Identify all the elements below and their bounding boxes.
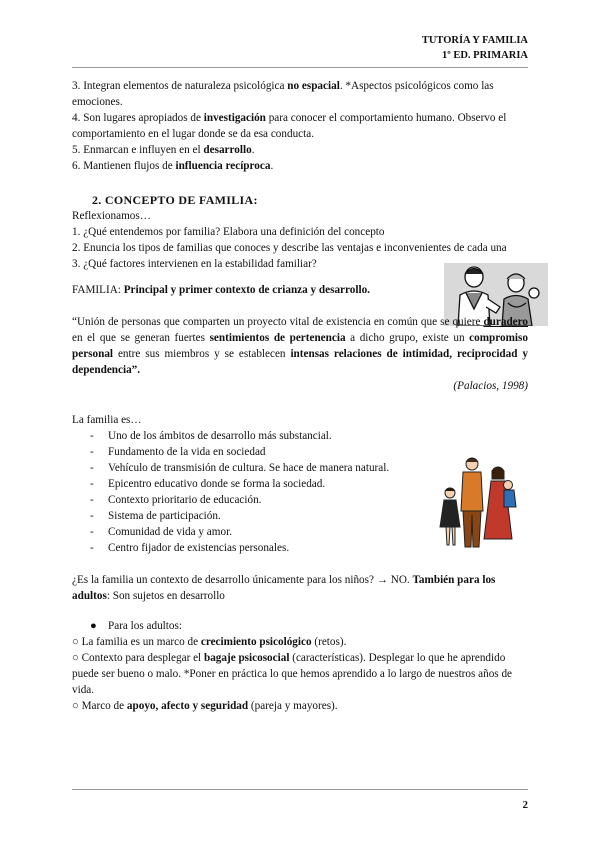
page-header [422,33,528,63]
question-1: 1. ¿Qué entendemos por familia? Elabora una definición del concepto [72,226,385,238]
text: FAMILIA: [72,284,124,296]
list-item-5 [72,142,528,158]
section-heading: 2. CONCEPTO DE FAMILIA: [92,193,258,207]
header-level: 1º ED. PRIMARIA [441,50,528,61]
adults-point-3 [72,698,528,714]
family-is-intro: La familia es… [72,414,142,426]
list-item: - Contexto prioritario de educación. [90,492,528,508]
text: (pareja y mayores). [248,700,338,712]
list-item-6 [72,158,528,174]
family-is-list [72,428,528,556]
text: . *Aspectos psicológicos como las emociones. [72,80,494,108]
list-item: - Vehículo de transmisión de cultura. Se hace de manera natural. [90,460,528,476]
text: (retos). [311,636,347,648]
text: “Unión de personas que comparten un proyecto vital de existencia en común que se quiere [72,316,484,328]
definition-quote [72,314,528,378]
list-item: - Comunidad de vida y amor. [90,524,528,540]
text: 4. Son lugares apropiados de [72,112,204,124]
question-3: 3. ¿Qué factores intervienen en la estabilidad familiar? [72,258,317,270]
list-item-4 [72,110,528,142]
text: 6. Mantienen flujos de [72,160,176,172]
text: entre sus miembros y se establecen [113,348,291,360]
emphasis: crecimiento psicológico [200,636,312,648]
emphasis-underlined: duradero [483,316,528,328]
emphasis: investigación [203,112,266,124]
adults-point-1 [72,634,528,650]
text: 3. Integran elementos de naturaleza psicológica [72,80,288,92]
circle-bullet-icon: ○ [72,636,79,648]
family-definition [72,282,528,298]
text: : Son sujetos en desarrollo [106,590,225,602]
header-rule [72,67,528,68]
circle-bullet-icon: ○ [72,700,79,712]
list-item-3 [72,78,528,110]
emphasis: También para los adultos [72,574,496,602]
text: Para los adultos: [108,620,182,632]
header-course: TUTORÍA Y FAMILIA [421,35,528,46]
footer-rule [72,789,528,790]
text: . [251,144,255,156]
emphasis: sentimientos de pertenencia [209,332,346,344]
text: La familia es un marco de [78,636,201,648]
emphasis: bagaje psicosocial [203,652,290,664]
emphasis: apoyo, afecto y seguridad [126,700,249,712]
question-2: 2. Enuncia los tipos de familias que conoces y describe las ventajas e inconvenientes de cada una [72,242,507,254]
page-body [72,78,528,714]
list-item: - Epicentro educativo donde se forma la sociedad. [90,476,528,492]
text: . [270,160,274,172]
text: en el que se generan fuertes [72,332,210,344]
bullet-icon: ● [90,620,97,632]
page-number: 2 [522,799,528,811]
emphasis: desarrollo [203,144,252,156]
adults-point-2 [72,650,528,698]
text: Marco de [78,700,127,712]
emphasis: intensas relaciones de intimidad, reciprocidad y dependencia”. [72,348,528,376]
quote-citation: (Palacios, 1998) [453,380,528,392]
text: Contexto para desplegar el [78,652,204,664]
reflect-label: Reflexionamos… [72,210,151,222]
list-item: - Fundamento de la vida en sociedad [90,444,528,460]
text: para conocer el comportamiento humano. Observo el comportamiento en el lugar donde se da esa conducta. [72,112,507,140]
list-item: - Uno de los ámbitos de desarrollo más substancial. [90,428,528,444]
adults-heading [72,618,528,634]
text: a dicho grupo, existe un [345,332,470,344]
emphasis: compromiso personal [72,332,528,360]
list-item: - Centro fijador de existencias personales. [90,540,528,556]
text: ¿Es la familia un contexto de desarrollo únicamente para los niños? → NO. [72,574,413,586]
circle-bullet-icon: ○ [72,652,79,664]
text: 5. Enmarcan e influyen en el [72,144,204,156]
text: (características). Desplegar lo que he aprendido puede ser bueno o malo. *Poner en práctica lo que hemos aprendido a lo largo de nuestros años de vida. [72,652,513,696]
emphasis: no espacial [287,80,340,92]
children-question [72,572,528,604]
emphasis: Principal y primer contexto de crianza y desarrollo. [123,284,370,296]
emphasis: influencia recíproca [175,160,271,172]
list-item: - Sistema de participación. [90,508,528,524]
